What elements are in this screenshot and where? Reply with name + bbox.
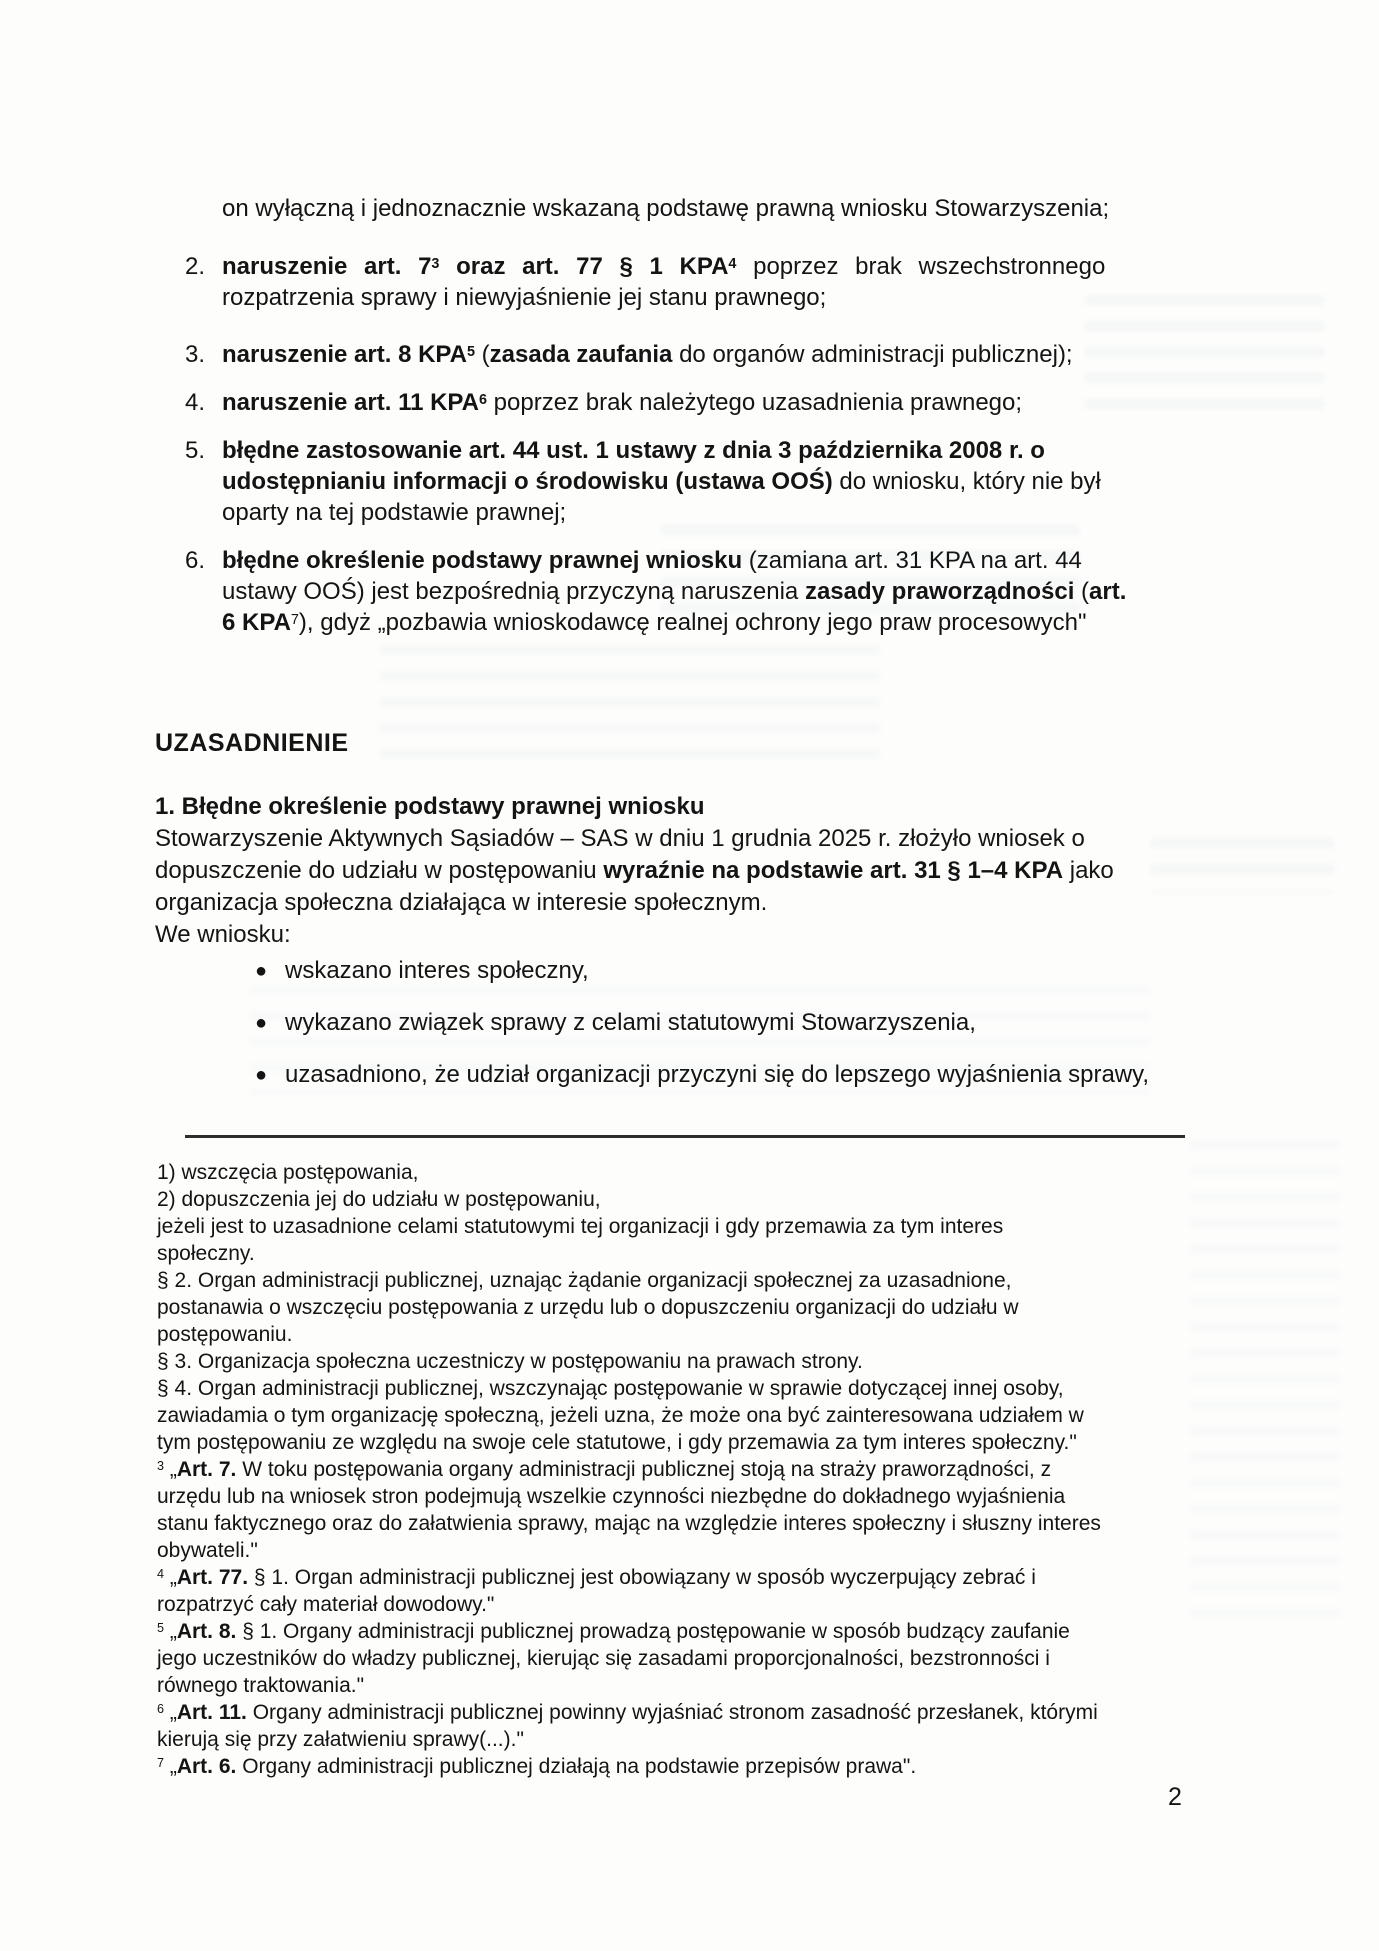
- section-heading-uzasadnienie: UZASADNIENIE: [155, 729, 349, 757]
- list-item: [185, 387, 1022, 418]
- bleed-through-artifact: [1150, 838, 1335, 893]
- text-run: Art. 7.: [176, 1458, 237, 1481]
- list-item-text: [222, 435, 1101, 528]
- text-run: „: [164, 1701, 177, 1724]
- text-run: We wniosku:: [155, 921, 291, 948]
- text-run: postanawia o wszczęciu postępowania z urzędu lub o dopuszczeniu organizacji do udziału w: [157, 1296, 1019, 1319]
- text-run: błędne zastosowanie art. 44 ust. 1 ustawy z dnia 3 października 2008 r. o: [222, 437, 1045, 464]
- list-item-text: [222, 339, 1073, 370]
- text-run: naruszenie art. 11 KPA: [222, 389, 479, 416]
- text-run: błędne określenie podstawy prawnej wniosku: [222, 547, 743, 574]
- text-run: W toku postępowania organy administracji publicznej stoją na straży praworządności, z: [236, 1458, 1052, 1481]
- text-run: art.: [1089, 578, 1127, 605]
- text-run: kierują się przy załatwieniu sprawy(...).": [157, 1728, 524, 1751]
- text-run: (zamiana art. 31 KPA na art. 44: [742, 547, 1082, 574]
- list-item: [185, 339, 1073, 370]
- text-run: ustawy OOŚ) jest bezpośrednią przyczyną naruszenia: [222, 578, 805, 605]
- text-run: zasady praworządności: [804, 578, 1075, 605]
- text-run: „: [164, 1566, 177, 1589]
- text-run: poprzez brak wszechstronnego: [736, 253, 1106, 280]
- text-run: 1) wszczęcia postępowania,: [157, 1161, 419, 1184]
- text-run: wyraźnie na podstawie art. 31 § 1–4 KPA: [603, 857, 1064, 884]
- bullet-text: wykazano związek sprawy z celami statutowymi Stowarzyszenia,: [285, 1009, 976, 1036]
- bullet-icon: ●: [255, 960, 268, 982]
- text-run: § 1. Organy administracji publicznej prowadzą postępowanie w sposób budzący zaufanie: [236, 1620, 1070, 1643]
- text-run: równego traktowania.": [157, 1674, 365, 1697]
- text-run: „: [164, 1458, 177, 1481]
- text-run: 7: [290, 611, 299, 628]
- list-item-number: 2.: [185, 253, 206, 280]
- text-run: 5: [466, 343, 475, 360]
- text-run: zasada zaufania: [489, 341, 673, 368]
- list-item-text: [222, 251, 1105, 313]
- text-run: 7: [157, 1756, 165, 1771]
- text-run: społeczny.: [157, 1242, 255, 1265]
- text-run: rozpatrzenia sprawy i niewyjaśnienie jej stanu prawnego;: [222, 284, 827, 311]
- bullet-item: [255, 1007, 1149, 1039]
- footnotes-block: [157, 1159, 1101, 1780]
- text-run: 4: [728, 255, 737, 272]
- bullet-item: [255, 955, 1149, 987]
- list-item: [185, 251, 1105, 313]
- text-run: (: [1074, 578, 1090, 605]
- list-item-number: 4.: [185, 389, 206, 416]
- text-run: tym postępowaniu ze względu na swoje cele statutowe, i gdy przemawia za tym interes społeczny.": [157, 1431, 1077, 1454]
- list-item-number: 6.: [185, 547, 206, 574]
- bleed-through-artifact: [1085, 295, 1325, 415]
- text-run: jego uczestników do władzy publicznej, kierując się zasadami proporcjonalności, bezstronności i: [157, 1647, 1050, 1670]
- text-run: jako: [1063, 857, 1114, 884]
- text-run: 2) dopuszczenia jej do udziału w postępowaniu,: [157, 1188, 601, 1211]
- bullet-item: [255, 1059, 1149, 1091]
- text-run: Art. 11.: [176, 1701, 247, 1724]
- bullet-icon: ●: [255, 1064, 268, 1086]
- text-run: 6 KPA: [222, 609, 291, 636]
- text-run: 6: [157, 1702, 165, 1717]
- page-number: 2: [1168, 1783, 1182, 1811]
- list-item-number: 5.: [185, 437, 206, 464]
- text-run: (: [474, 341, 490, 368]
- text-run: naruszenie art. 7: [222, 253, 432, 280]
- bullet-text: wskazano interes społeczny,: [285, 957, 589, 984]
- text-run: oraz art. 77 § 1 KPA: [439, 253, 729, 280]
- text-run: naruszenie art. 8 KPA: [222, 341, 467, 368]
- text-run: urzędu lub na wniosek stron podejmują wszelkie czynności niezbędne do dokładnego wyjaśnienia: [157, 1485, 1066, 1508]
- text-run: udostępnianiu informacji o środowisku (ustawa OOŚ): [222, 468, 833, 495]
- text-run: Art. 6.: [176, 1755, 237, 1778]
- text-run: „: [164, 1755, 177, 1778]
- text-run: do wniosku, który nie był: [832, 468, 1101, 495]
- text-run: do organów administracji publicznej);: [672, 341, 1073, 368]
- footnote-separator-line: [185, 1135, 1185, 1138]
- text-run: 6: [479, 391, 488, 408]
- text-run: rozpatrzyć cały materiał dowodowy.": [157, 1593, 495, 1616]
- text-run: Organy administracji publicznej powinny wyjaśniać stronom zasadność przesłanek, którymi: [246, 1701, 1098, 1724]
- paragraph-continuation: on wyłączną i jednoznacznie wskazaną podstawę prawną wniosku Stowarzyszenia;: [222, 195, 1110, 222]
- text-run: poprzez brak należytego uzasadnienia prawnego;: [487, 389, 1023, 416]
- text-run: zawiadamia o tym organizację społeczną, jeżeli uzna, że może ona być zainteresowana udziałem w: [157, 1404, 1084, 1427]
- text-run: dopuszczenie do udziału w postępowaniu: [155, 857, 604, 884]
- bullet-list: [255, 955, 1149, 1111]
- text-run: oparty na tej podstawie prawnej;: [222, 499, 567, 526]
- text-run: Art. 8.: [176, 1620, 237, 1643]
- text-run: § 4. Organ administracji publicznej, wszczynając postępowanie w sprawie dotyczącej innej osoby,: [157, 1377, 1064, 1400]
- text-run: 1. Błędne określenie podstawy prawnej wniosku: [155, 793, 705, 820]
- text-run: organizacja społeczna działająca w interesie społecznym.: [155, 889, 768, 916]
- bullet-icon: ●: [255, 1012, 268, 1034]
- text-run: § 3. Organizacja społeczna uczestniczy w postępowaniu na prawach strony.: [157, 1350, 863, 1373]
- list-item-text: [222, 545, 1126, 638]
- text-run: Stowarzyszenie Aktywnych Sąsiadów – SAS w dniu 1 grudnia 2025 r. złożyło wniosek o: [155, 825, 1085, 852]
- text-run: „: [164, 1620, 177, 1643]
- text-run: 3: [431, 255, 440, 272]
- text-run: 5: [157, 1621, 165, 1636]
- section-1-paragraph: [155, 791, 1114, 951]
- list-item: [185, 545, 1126, 638]
- text-run: 4: [157, 1567, 165, 1582]
- text-run: 3: [157, 1459, 165, 1474]
- list-item-number: 3.: [185, 341, 206, 368]
- text-run: Organy administracji publicznej działają na podstawie przepisów prawa".: [236, 1755, 917, 1778]
- text-run: postępowaniu.: [157, 1323, 293, 1346]
- bleed-through-artifact: [380, 645, 880, 760]
- text-run: § 2. Organ administracji publicznej, uznając żądanie organizacji społecznej za uzasadnione,: [157, 1269, 1012, 1292]
- text-run: obywateli.": [157, 1539, 258, 1562]
- bullet-text: uzasadniono, że udział organizacji przyczyni się do lepszego wyjaśnienia sprawy,: [285, 1061, 1150, 1088]
- text-run: Art. 77.: [176, 1566, 249, 1589]
- text-run: § 1. Organ administracji publicznej jest obowiązany w sposób wyczerpujący zebrać i: [248, 1566, 1036, 1589]
- bleed-through-artifact: [1190, 1140, 1340, 1620]
- text-run: ), gdyż „pozbawia wnioskodawcę realnej ochrony jego praw procesowych": [298, 609, 1087, 636]
- list-item-text: [222, 387, 1022, 418]
- text-run: jeżeli jest to uzasadnione celami statutowymi tej organizacji i gdy przemawia za tym interes: [157, 1215, 1004, 1238]
- text-run: stanu faktycznego oraz do załatwienia sprawy, mając na względzie interes społeczny i słuszny interes: [157, 1512, 1101, 1535]
- list-item: [185, 435, 1101, 528]
